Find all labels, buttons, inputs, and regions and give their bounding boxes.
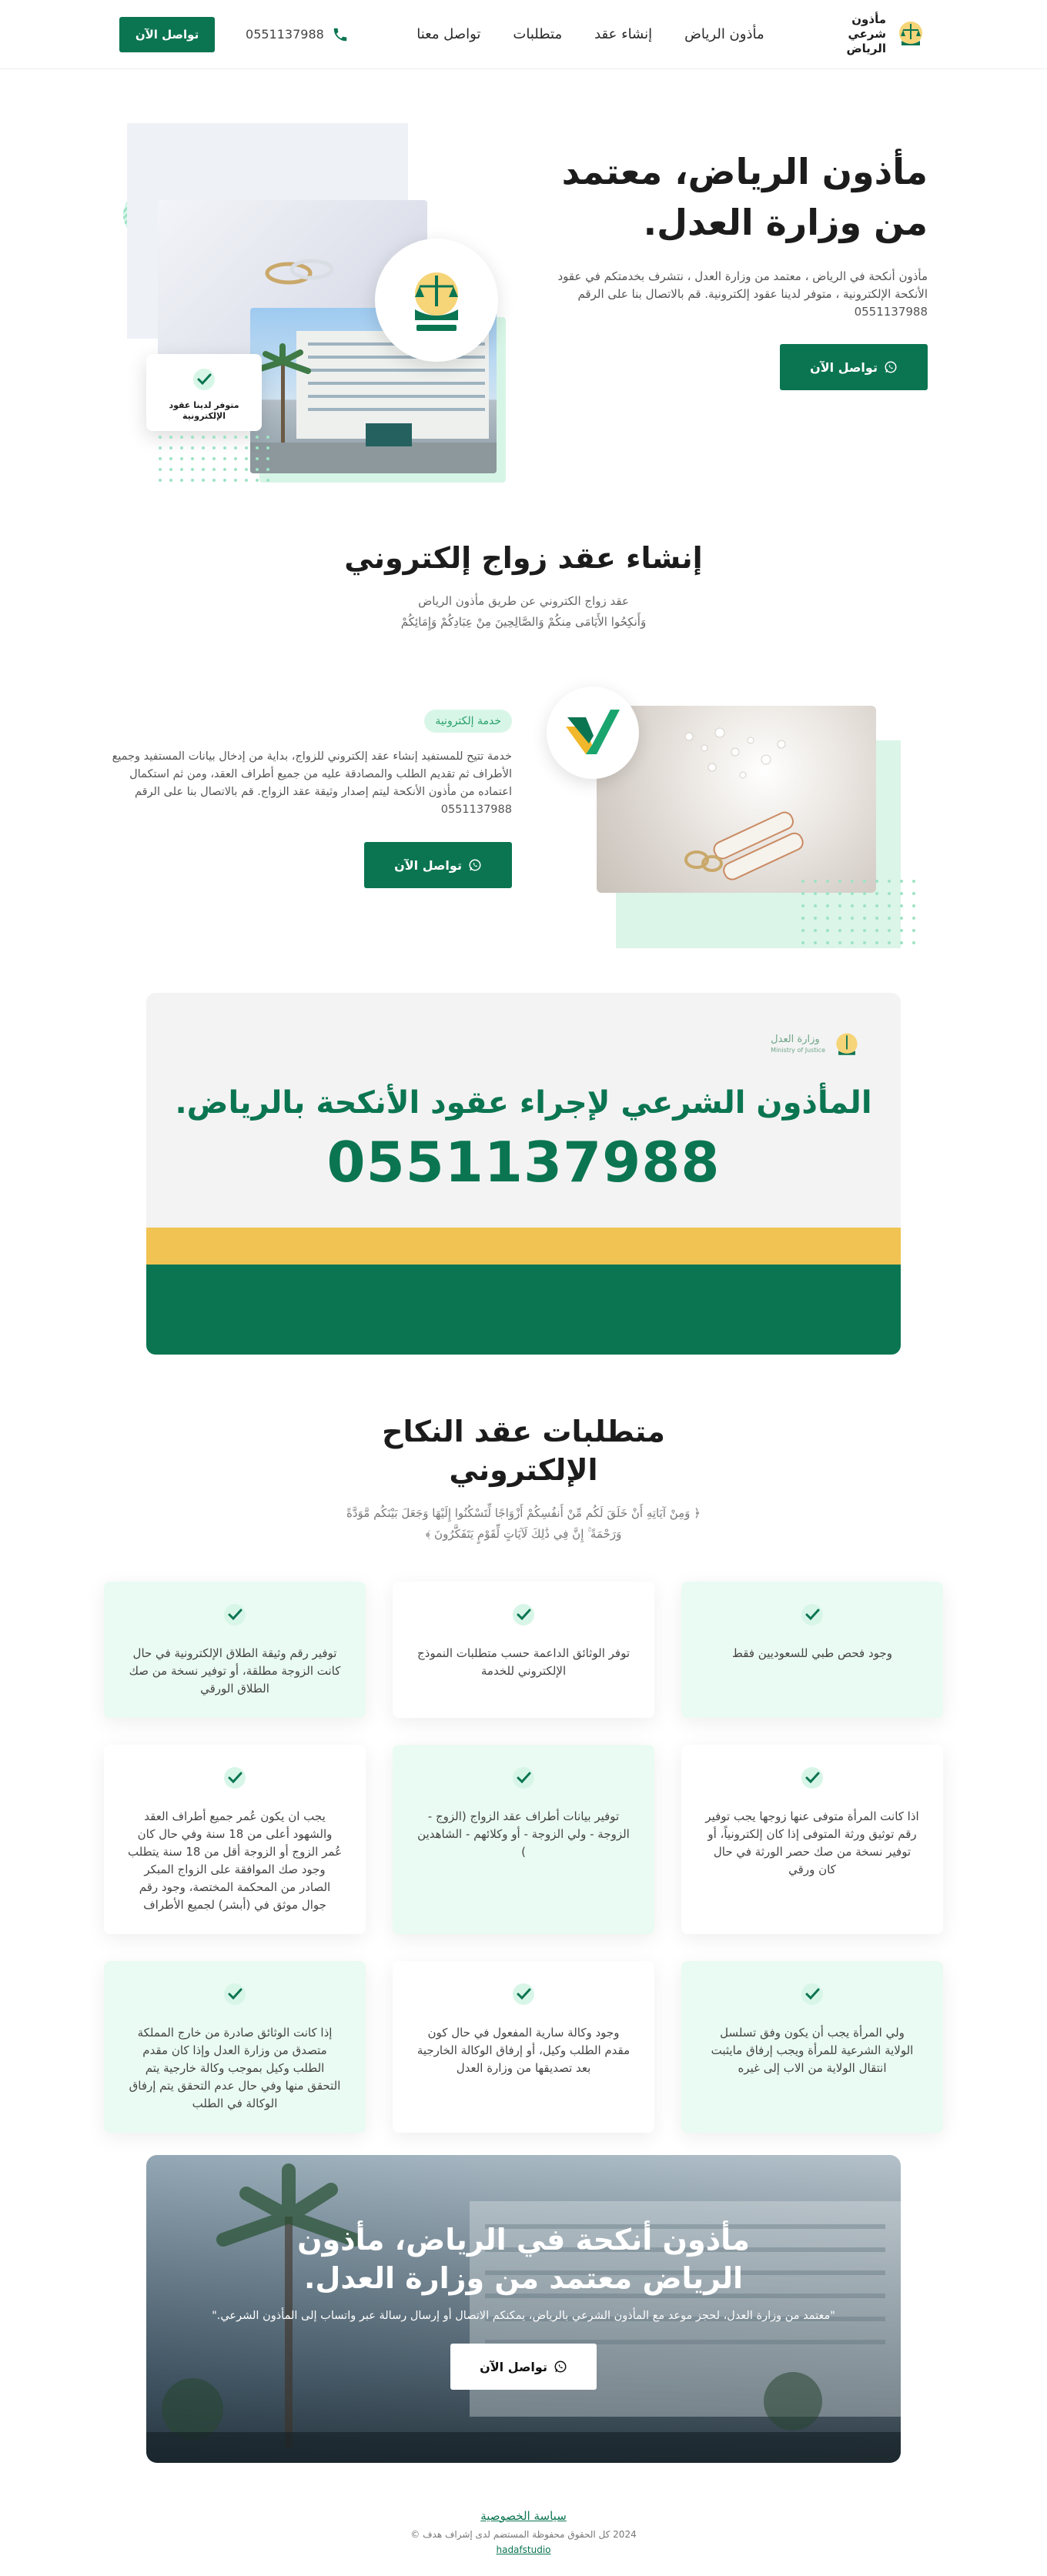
check-badge-icon [799,1602,825,1628]
hero-visual [127,123,520,493]
banner-ministry-logo [771,1030,862,1061]
requirements-verse-line1: ﴿ وَمِنْ آيَاتِهِ أَنْ خَلَقَ لَكُم مِّنْ أَنفُسِكُمْ أَزْوَاجًا لِّتَسْكُنُوا إِلَيْهَا وَجَعَلَ بَيْنَكُم مَّوَدَّةً [346,1506,701,1520]
nav-link-mazoon[interactable]: مأذون الرياض [684,26,764,42]
banner-yellow-stripe [146,1228,901,1265]
credit-link[interactable]: hadafstudio [496,2544,551,2555]
cta-section [146,2155,901,2463]
whatsapp-icon [554,2360,567,2374]
requirement-card [393,1961,654,2133]
requirement-text: يجب ان يكون عُمر جميع أطراف العقد والشهود أعلى من 18 سنة وفي حال كان عُمر الزوج أو الزوجة أقل من 18 سنة يتطلب وجود صك الموافقة على الزواج المبكر الصادر من المحكمة المختصة، وجود رقم جوال موثق في (أبشر) لجميع الأطراف [127,1809,343,1912]
cta-title-line1: مأذون أنكحة في الرياض، مأذون [297,2223,750,2257]
top-nav [0,0,1047,69]
requirement-text: اذا كانت المرأة متوفى عنها زوجها يجب توفير رقم توثيق ورثة المتوفى إذا كان إلكترونياً، أو توفير نسخة من صك حصر الورثة في حال كان ورقي [705,1809,919,1876]
banner-logo-arabic: وزارة العدل [771,1034,820,1045]
e-contract-badge [146,354,262,431]
requirement-text: توفير رقم وثيقة الطلاق الإلكترونية في حال كانت الزوجة مطلقة، أو توفير نسخة من صك الطلاق الورقي [129,1646,341,1696]
cta-contact-button[interactable] [450,2344,597,2390]
requirement-text: ولي المرأة يجب أن يكون وفق تسلسل الولاية الشرعية للمرأة ويجب إرفاق مايثبت انتقال الولاية من الاب إلى غيره [711,2026,914,2075]
service-tag: خدمة إلكترونية [424,710,512,733]
econtract-title: إنشاء عقد زواج إلكتروني [344,541,703,575]
banner-title: المأذون الشرعي لإجراء عقود الأنكحة بالرياض. [175,1085,872,1121]
requirement-card [104,1961,366,2133]
nav-link-create-contract[interactable]: إنشاء عقد [594,26,653,42]
requirements-title-line1: متطلبات عقد النكاح [382,1415,665,1448]
check-badge-icon [799,1981,825,2007]
whatsapp-icon [884,360,898,374]
cta-title-line2: الرياض معتمد من وزارة العدل. [303,2261,744,2295]
whatsapp-icon [468,858,482,872]
brand-name: مأذون شرعي الرياض [846,12,886,55]
service-logo-badge [547,687,639,779]
requirement-card [681,1745,943,1934]
banner-logo-text [771,1034,825,1056]
check-badge-icon [222,1981,248,2007]
service-contact-label: تواصل الآن [394,857,462,873]
banner-logo-english: Ministry of Justice [771,1047,825,1054]
check-badge-icon [222,1765,248,1791]
requirement-card [681,1582,943,1718]
nav-link-contact[interactable]: تواصل معنا [416,26,481,42]
econtract-subtitle-line2: وَأَنكِحُوا الأَيَامَى مِنكُمْ وَالصَّالِحِينَ مِنْ عِبَادِكُمْ وَإِمَائِكُمْ [400,615,647,629]
econtract-subtitle-line1: عقد زواج الكتروني عن طريق مأذون الرياض [418,594,629,608]
check-badge-icon [510,1602,537,1628]
decor-dots [158,435,273,489]
service-description: خدمة تتيح للمستفيد إنشاء عقد إلكتروني للزواج، بداية من إدخال بيانات المستفيد وجميع الأطراف ثم تقديم الطلب والمصادقة عليه من جميع أطراف العقد، ومن ثم استكمال اعتماده من مأذون الأنكحة ليتم إصدار وثيقة عقد الزواج. قم بالاتصال بنا على الرقم 0551137988 [112,750,512,816]
check-badge-icon [510,1765,537,1791]
nav-contact-button[interactable]: تواصل الآن [119,17,215,52]
hero-description: مأذون أنكحة في الرياض ، معتمد من وزارة العدل ، نتشرف بخدمتكم في عقود الأنكحة الإلكترونية ، متوفر لدينا عقود إلكترونية. قم بالاتصال بنا على الرقم 0551137988 [557,269,928,319]
hero-section [0,69,1047,454]
requirement-card [104,1745,366,1934]
requirement-card [393,1745,654,1934]
requirement-text: إذا كانت الوثائق صادرة من خارج المملكة متصدق من وزارة العدل وإذا كان مقدم الطلب وكيل بموجب وكالة خارجية يتم التحقق منها وفي حال عدم التحقق يتم إرفاق الوكالة في الطلب [129,2026,341,2110]
ministry-emblem-icon [894,18,928,52]
requirements-verse [0,1503,1047,1545]
requirements-grid [104,1582,943,2133]
brand[interactable] [832,12,928,56]
privacy-policy-link[interactable]: سياسة الخصوصية [480,2509,567,2523]
check-badge-icon [222,1602,248,1628]
banner-top [146,993,901,1228]
requirements-title [0,1412,1047,1489]
check-badge-icon [191,366,217,393]
banner-green-stripe [146,1265,901,1355]
nav-phone-number: 0551137988 [246,27,324,42]
copyright-text: 2024 كل الحقوق محفوظة المستضم لدى إشراف هدف © [410,2529,637,2540]
service-contact-button[interactable] [364,842,512,888]
cta-content [146,2155,901,2390]
cta-subtitle: "معتمد من وزارة العدل، لحجز موعد مع المأذون الشرعي بالرياض، يمكنكم الاتصال أو إرسال رسالة عبر واتساب إلى المأذون الشرعي." [212,2310,835,2322]
requirement-text: توفر الوثائق الداعمة حسب متطلبات النموذج الإلكتروني للخدمة [416,1646,631,1678]
requirement-card [104,1582,366,1718]
econtract-subtitle [0,591,1047,633]
requirements-verse-line2: وَرَحْمَةً ۚ إِنَّ فِي ذَٰلِكَ لَآيَاتٍ لِّقَوْمٍ يَتَفَكَّرُونَ ﴾ [425,1527,622,1541]
footer [0,2509,1047,2555]
check-badge-icon [510,1981,537,2007]
nav-actions [119,17,349,52]
ministry-emblem-icon [831,1030,862,1061]
cta-contact-label: تواصل الآن [480,2359,547,2374]
v-check-logo-icon [566,710,620,756]
nav-links [416,26,764,42]
decor-dots [801,879,924,948]
e-contract-badge-text: متوفر لدينا عقود الإلكترونية [169,400,239,421]
requirements-header [0,1412,1047,1545]
check-badge-icon [799,1765,825,1791]
ministry-logo-badge [375,239,498,362]
hero-title: مأذون الرياض، معتمد من وزارة العدل. [561,151,928,243]
hero-contact-button[interactable] [780,344,928,390]
requirement-card [681,1961,943,2133]
requirement-card [393,1582,654,1718]
ministry-logo-icon [400,263,473,337]
nav-link-requirements[interactable]: متطلبات [513,26,563,42]
requirement-text: توفير بيانات أطراف عقد الزواج (الزوج - الزوجة - ولي الزوجة - أو وكلائهم - الشاهدين ) [417,1809,630,1859]
nav-phone[interactable] [246,26,349,43]
banner-phone[interactable]: 0551137988 [326,1130,721,1194]
econtract-service [0,679,1047,1010]
hero-contact-label: تواصل الآن [810,359,878,375]
cta-title [146,2220,901,2297]
requirement-text: وجود وكالة سارية المفعول في حال كون مقدم الطلب وكيل، أو إرفاق الوكالة الخارجية بعد تصديقها من وزارة العدل [416,2026,631,2075]
phone-icon [332,26,349,43]
hero-text [527,146,928,390]
requirement-text: وجود فحص طبي للسعوديين فقط [732,1646,892,1660]
service-text [96,710,512,888]
econtract-section-header [0,539,1047,633]
phone-banner [146,993,901,1355]
requirements-title-line2: الإلكتروني [449,1453,598,1487]
